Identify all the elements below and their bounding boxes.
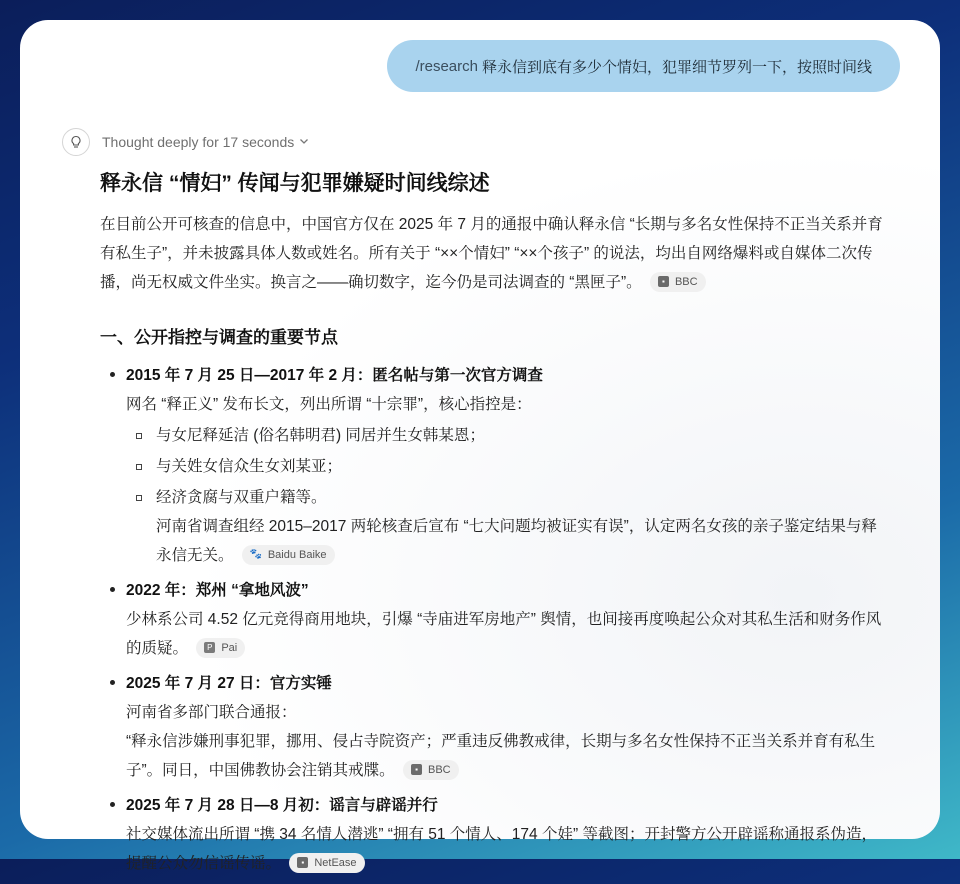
body-text: 少林系公司 4.52 亿元竞得商用地块，引爆 “寺庙进军房地产” 舆情，也间接再度唤起公众对其私生活和财务作风的质疑。 [126,611,882,657]
source-chip-label: Baidu Baike [267,548,327,561]
continuation-text: 河南省调查组经 2015–2017 两轮核查后宣布 “七大问题均被证实有误”，认定两名女孩的亲子鉴定结果与释永信无关。 [156,518,877,564]
square-bullet [136,464,142,470]
paw-icon: 🐾 [249,548,263,560]
timeline-item-heading: 2025 年 7 月 27 日：官方实锤 [126,675,332,692]
timeline-item-body [126,820,890,878]
chat-window [20,20,940,872]
timeline-item [100,576,890,663]
user-message-text: 释永信到底有多少个情妇，犯罪细节罗列一下，按照时间线 [481,58,872,76]
quote-text: “释永信涉嫌刑事犯罪，挪用、侵占寺院资产；严重违反佛教戒律，长期与多名女性保持不正当关系并育有私生子”。同日，中国佛教协会注销其戒牒。 [126,733,876,779]
user-message-bubble [387,40,900,92]
source-chip[interactable] [650,272,706,292]
intro-text: 在目前公开可核查的信息中，中国官方仅在 2025 年 7 月的通报中确认释永信 “长期与多名女性保持不正当关系并育有私生子”，并未披露具体人数或姓名。所有关于 “××个情妇” “××个孩子” 的说法，均出自网络爆料或自媒体二次传播，尚无权威文件坐实。换言之——确切数字，迄今仍是司法调查的 “黑匣子”。 [100,216,883,291]
sub-item-continuation [156,512,890,570]
sub-item-text: 与女尼释延洁 (俗名韩明君) 同居并生女韩某恩； [156,427,485,444]
response-content [100,168,890,884]
research-command: /research [415,57,478,75]
timeline-item [100,791,890,878]
timeline-item-heading: 2025 年 7 月 28 日—8 月初：谣言与辟谣并行 [126,797,438,814]
source-chip-label: NetEase [314,856,357,869]
article-title: 释永信 “情妇” 传闻与犯罪嫌疑时间线综述 [100,172,490,195]
thought-toggle[interactable] [62,128,310,156]
sub-list-item [126,421,890,450]
thought-label: Thought deeply for 17 seconds [102,134,295,150]
source-chip[interactable] [242,545,335,565]
bullet [110,680,115,685]
netease-source-icon: ▪ [297,857,308,868]
timeline-item [100,361,890,570]
timeline-item [100,669,890,785]
source-chip[interactable] [403,760,459,780]
source-chip[interactable] [289,853,364,873]
bullet [110,587,115,592]
timeline-item-body [126,605,890,663]
bbc-source-icon: ▪ [411,764,422,775]
intro-paragraph [100,210,890,297]
square-bullet [136,495,142,501]
timeline-item-body: 河南省多部门联合通报： [126,704,297,721]
sub-list-item [126,452,890,481]
bullet [110,802,115,807]
lightbulb-icon [62,128,90,156]
timeline-item-heading: 2015 年 7 月 25 日—2017 年 2 月：匿名帖与第一次官方调查 [126,367,543,384]
sub-item-text: 经济贪腐与双重户籍等。 [156,489,327,506]
chevron-down-icon [298,135,310,150]
body-text: 社交媒体流出所谓 “携 34 名情人潜逃” “拥有 51 个情人、174 个娃” 等截图；开封警方公开辟谣称通报系伪造，提醒公众勿信谣传谣。 [126,826,877,872]
source-chip-label: BBC [427,763,451,776]
source-chip-label: BBC [674,275,698,288]
source-chip-label: Pai [221,641,238,654]
source-chip[interactable] [196,638,245,658]
timeline-item-body: 网名 “释正义” 发布长文，列出所谓 “十宗罪”，核心指控是： [126,396,532,413]
timeline-item-quote [126,727,890,785]
bullet [110,372,115,377]
sub-item-text: 与关姓女信众生女刘某亚； [156,458,343,475]
timeline-item-heading: 2022 年：郑州 “拿地风波” [126,582,309,599]
sub-list-item [126,483,890,570]
pai-source-icon: P [204,642,215,653]
section-heading: 一、公开指控与调查的重要节点 [100,328,338,347]
bbc-source-icon: ▪ [658,276,669,287]
square-bullet [136,433,142,439]
